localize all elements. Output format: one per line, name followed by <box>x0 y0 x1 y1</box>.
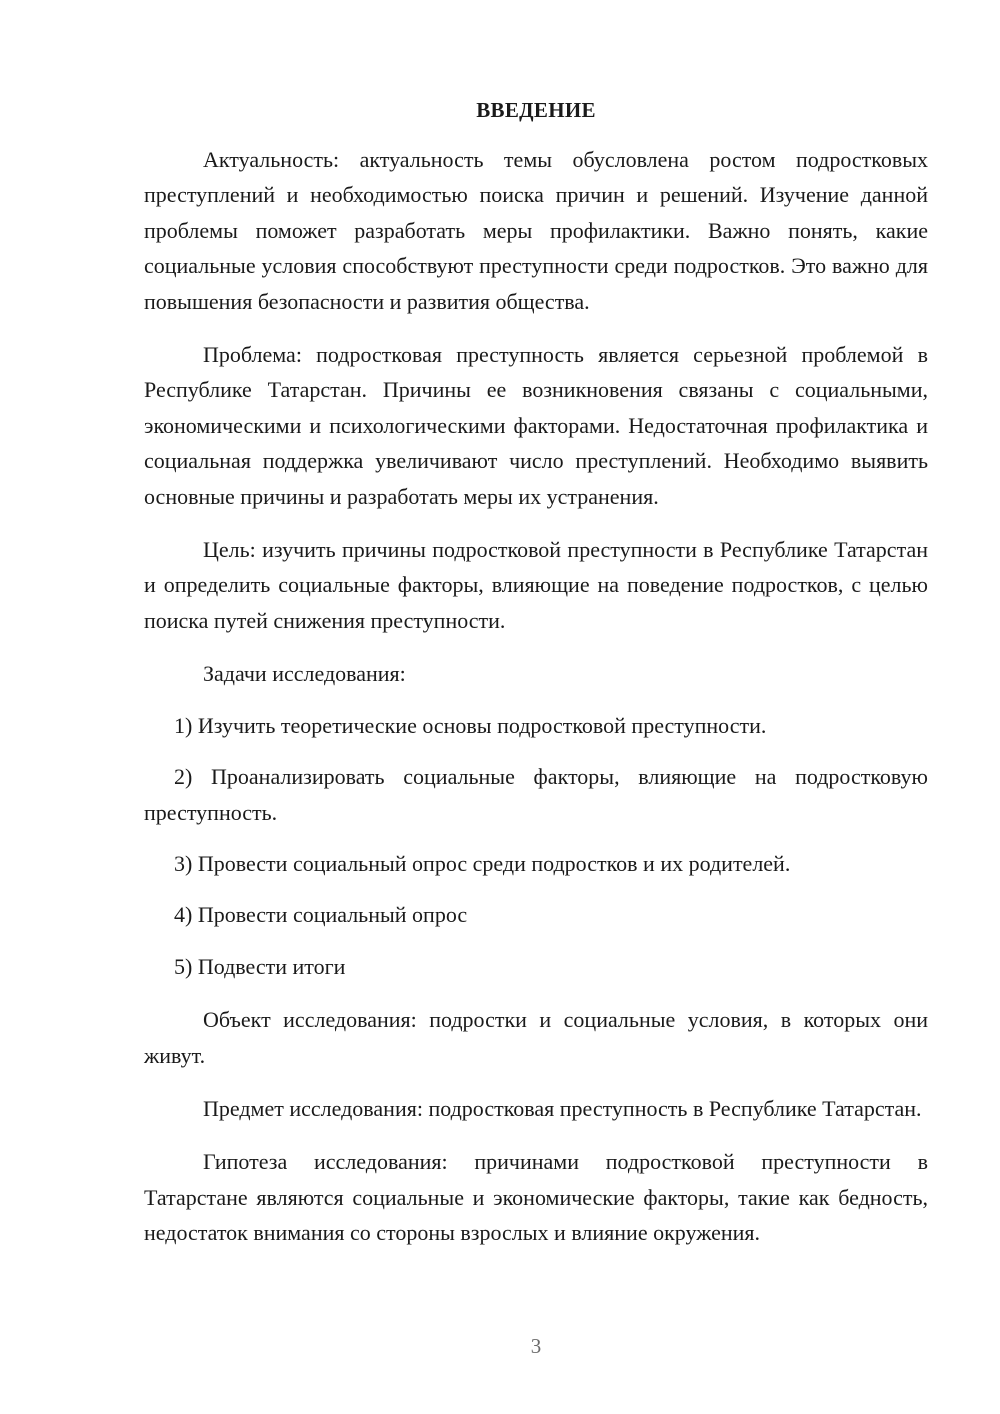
relevance-paragraph: Актуальность: актуальность темы обусловлена ростом подростковых преступлений и необходимостью поиска причин и решений. Изучение данной проблемы поможет разработать меры профилактики. Важно понять, какие социальные условия способствуют преступности среди подростков. Это важно для повышения безопасности и развития общества. <box>144 147 928 314</box>
tasks-heading: Задачи исследования: <box>203 661 406 687</box>
page-content <box>144 94 928 1269</box>
hypothesis-paragraph: Гипотеза исследования: причинами подростковой преступности в Татарстане являются социальные и экономические факторы, такие как бедность, недостаток внимания со стороны взрослых и влияние окружения. <box>144 1149 928 1246</box>
task-item-5: 5) Подвести итоги <box>174 953 346 979</box>
page-number: 3 <box>530 1334 542 1358</box>
task-item-3: 3) Провести социальный опрос среди подростков и их родителей. <box>174 850 791 876</box>
section-title: ВВЕДЕНИЕ <box>476 98 596 122</box>
goal-paragraph: Цель: изучить причины подростковой преступности в Республике Татарстан и определить социальные факторы, влияющие на поведение подростков, с целью поиска путей снижения преступности. <box>144 537 928 633</box>
task-item-2: 2) Проанализировать социальные факторы, влияющие на подростковую преступность. <box>144 764 928 825</box>
object-paragraph: Объект исследования: подростки и социальные условия, в которых они живут. <box>144 1007 928 1068</box>
task-item-4: 4) Провести социальный опрос <box>174 902 468 928</box>
subject-paragraph: Предмет исследования: подростковая преступность в Республике Татарстан. <box>203 1095 922 1121</box>
task-item-1: 1) Изучить теоретические основы подростковой преступности. <box>174 712 767 738</box>
problem-paragraph: Проблема: подростковая преступность является серьезной проблемой в Республике Татарстан. Причины ее возникновения связаны с социальными, экономическими и психологическими факторами. Недостаточная профилактика и социальная поддержка увеличивают число преступлений. Необходимо выявить основные причины и разработать меры их устранения. <box>144 342 928 509</box>
